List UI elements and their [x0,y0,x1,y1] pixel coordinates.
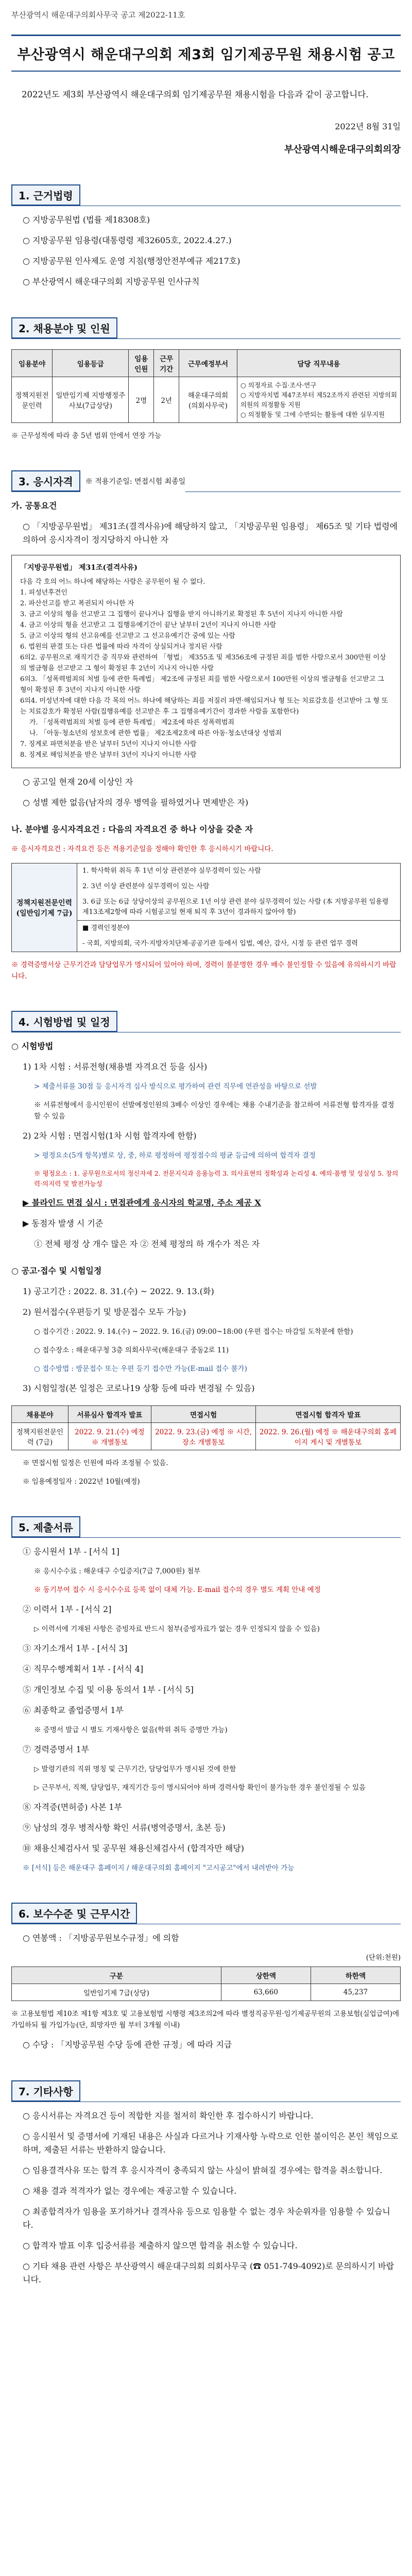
table-cell: 정책지원전문인력 (7급) [12,1423,68,1450]
receipt-line: 2) 원서접수(우편등기 및 방문접수 모두 가능) [23,1307,186,1317]
method-line: > 제출서류를 30점 등 응시자격 심사 방식으로 평가하여 관련 직무에 연관성을 바탕으로 선발 [34,1082,317,1091]
section-4-title: 4. 시험방법 및 일정 [11,1011,117,1032]
disqualification-line: 2. 파산선고를 받고 복권되지 아니한 자 [20,600,134,607]
misc-item: ○ 응시서류는 자격요건 등이 적합한 지를 철저히 확인한 후 접수하시기 바랍니다. [23,2111,314,2121]
table-cell: 2022. 9. 21.(수) 예정 ※ 개별통보 [68,1423,151,1450]
table-header: 근무기간 [154,350,179,377]
table-header: 면접시험 합격자 발표 [256,1406,401,1423]
tie-rule-body: ① 전체 평정 상 개수 많은 자 ② 전체 평정의 하 개수가 적은 자 [34,1239,260,1249]
schedule-note: ※ 임용예정일자 : 2022년 10월(예정) [23,1478,140,1486]
disqualification-line: 나. 「아동·청소년의 성보호에 관한 법률」 제2조제2호에 따른 아동·청소년대상 성범죄 [29,730,282,737]
section-6-title: 6. 보수수준 및 근무시간 [11,1903,137,1924]
issuer: 부산광역시해운대구의회의장 [284,144,401,155]
age-requirement: ○ 공고일 현재 20세 이상인 자 [23,777,133,787]
qualification-footnote: ※ 경력증명서상 근무기간과 담당업무가 명시되어 있어야 하며, 경력이 불분명한 경우 배수 불인정할 수 있음에 유의하시기 바랍니다. [11,961,397,980]
qualification-line: 3. 6급 또는 6급 상당이상의 공무원으로 1년 이상 관련 분야 실무경력이 있는 사람 (本 지방공무원 임용령 제13조제2항에 따라 시험공고일 현재 퇴직 후 3년이 경과하지 않아야 함) [82,898,389,916]
recruit-table-wrap [11,349,401,423]
law-item: ○ 지방공무원 임용령(대통령령 제32605호, 2022.4.27.) [23,235,232,245]
common-req-title: 가. 공통요건 [11,501,57,511]
common-req-body: ○ 「지방공무원법」 제31조(결격사유)에 해당하지 않고, 「지방공무원 임용령」 제65조 및 기타 법령에 의하여 응시자격이 정지당하지 아니한 자 [23,521,398,545]
salary-note: ○ 수당 : 「지방공무원 수당 등에 관한 규정」에 따라 지급 [23,2040,232,2049]
table-header: 채용분야 [12,1406,68,1423]
disqualification-line: 5. 금고 이상의 형의 선고유예를 선고받고 그 선고유예기간 중에 있는 사람 [20,632,235,640]
table-cell: 일반임기제 지방행정주사보(7급상당) [53,377,129,423]
disqualification-line: 6의2. 공무원으로 재직기간 중 직무와 관련하여 「형법」 제355조 및 제356조에 규정된 죄를 범한 사람으로서 300만원 이상의 벌금형을 선고받고 그 형이 확정된 후 2년이 지나지 아니한 사람 [20,654,386,672]
schedule-table-wrap [11,1405,401,1450]
doc-item: ① 응시원서 1부 - [서식 1] [23,1547,119,1556]
table-header: 구분 [12,1967,221,1984]
method-line: ※ 평정요소 : 1. 공무원으로서의 정신자세 2. 전문지식과 응용능력 3. 의사표현의 정확성과 논리성 4. 예의·품행 및 성실성 5. 창의력·의지력 및 발전가능성 [34,1170,399,1188]
table-cell: 63,660 [221,1984,311,2001]
qualification-line: 1. 학사학위 취득 후 1년 이상 관련분야 실무경력이 있는 사람 [82,867,261,875]
table-header: 근무예정부서 [179,350,237,377]
doc-item: ③ 자기소개서 1부 - [서식 3] [23,1643,128,1653]
recruit-footnote: ※ 근무성적에 따라 총 5년 범위 안에서 연장 가능 [11,432,162,440]
receipt-line: 1) 공고기간 : 2022. 8. 31.(수) ~ 2022. 9. 13.(화) [23,1286,214,1296]
disqualification-box [11,555,401,768]
receipt-title: ○ 공고·접수 및 시험일정 [11,1266,102,1276]
section-1-heading [11,184,401,206]
doc-item: ▷ 근무부서, 직책, 담당업무, 재직기간 등이 명시되어야 하며 경력사항 확인이 불가능한 경우 불인정될 수 있음 [34,1784,366,1792]
doc-item: ⑩ 채용신체검사서 및 공무원 채용신체검사서 (합격자만 해당) [23,1843,244,1853]
section-2-heading [11,317,401,339]
disqualification-line: 가. 「성폭력범죄의 처벌 등에 관한 특례법」 제2조에 따른 성폭력범죄 [29,719,234,726]
doc-item: ※ [서식] 등은 해운대구 홈페이지 / 해운대구의회 홈페이지 "고시공고"에서 내려받아 가능 [23,1864,295,1872]
method-title: ○ 시험방법 [11,1041,54,1051]
table-header: 하한액 [311,1967,400,1984]
doc-item: ② 이력서 1부 - [서식 2] [23,1604,112,1614]
qualification-box [11,863,401,952]
table-header: 임용분야 [12,350,53,377]
method-line: 1) 1차 시험 : 서류전형(채용별 자격요건 등을 심사) [23,1062,208,1072]
disqualification-line: 4. 금고 이상의 형을 선고받고 그 집행유예기간이 끝난 날부터 2년이 지나지 아니한 사람 [20,621,277,629]
method-line: > 평정요소(5개 항목)별로 상, 중, 하로 평정하여 평정점수의 평균 등급에 의하여 합격자 결정 [34,1151,316,1160]
section-2-title: 2. 채용분야 및 인원 [11,317,117,339]
doc-item: ▷ 발령기관의 직위 명칭 및 근무기간, 담당업무가 명시된 것에 한함 [34,1765,236,1773]
disqualification-line: 6의3. 「성폭력범죄의 처벌 등에 관한 특례법」 제2조에 규정된 죄를 범한 사람으로서 100만원 이상의 벌금형을 선고받고 그 형이 확정된 후 3년이 지나지 아니한 사람 [20,675,384,694]
doc-item: ※ 동기부여 접수 시 응시수수료 등록 없이 대체 가능. E-mail 접수의 경우 별도 계획 안내 예정 [34,1586,321,1594]
table-cell: 2명 [129,377,154,423]
gender-requirement: ○ 성별 제한 없음(남자의 경우 병역을 필하였거나 면제받은 자) [23,798,249,807]
intro-text: 2022년도 제3회 부산광역시 해운대구의회 임기제공무원 채용시험을 다음과 같이 공고합니다. [22,90,369,99]
disqualification-line: 6의4. 미성년자에 대한 다음 각 목의 어느 하나에 해당하는 죄를 저질러 파면·해임되거나 형 또는 치료감호를 선고받아 그 형 또는 치료감호가 확정된 사람(집행유예를 선고받은 후 그 집행유예기간이 경과한 사람을 포함한다) [20,697,388,716]
table-cell: 2022. 9. 26.(월) 예정 ※ 해운대구의회 홈페이지 게시 및 개별통보 [256,1423,401,1450]
section-7-title: 7. 기타사항 [11,2080,80,2102]
salary-note: ※ 고용보험법 제10조 제1항 제3호 및 고용보험법 시행령 제3조의2에 따라 별정직공무원·임기제공무원의 고용보험(실업급여)에 가입하되 월 가입가능(단, 희망자만 월 부터 3개월 이내) [11,2010,400,2029]
table-cell: 일반임기제 7급(상당) [12,1984,221,2001]
law-item: ○ 지방공무원 인사제도 운영 지침(행정안전부예규 제217호) [23,256,241,266]
salary-table-wrap [11,1967,401,2001]
law-item: ○ 지방공무원법 (법률 제18308호) [23,215,150,225]
table-cell: 2022. 9. 23.(금) 예정 ※ 시간, 장소 개별통보 [151,1423,256,1450]
disqualification-title: 「지방공무원법」 제31조(결격사유) [20,564,138,572]
disqualification-line: 1. 피성년후견인 [20,589,67,597]
table-header: 서류심사 합격자 발표 [68,1406,151,1423]
disqualification-line: 다음 각 호의 어느 하나에 해당하는 사람은 공무원이 될 수 없다. [20,578,205,586]
misc-item: ○ 최종합격자가 임용을 포기하거나 결격사유 등으로 임용할 수 없는 경우 차순위자를 임용할 수 있습니다. [23,2207,390,2230]
receipt-line: 3) 시험일정(본 일정은 코로나19 상황 등에 따라 변경될 수 있음) [23,1383,255,1393]
table-cell: 정책지원전문인력 [12,377,53,423]
blind-interview-notice: ▶ 블라인드 면접 실시 : 면접관에게 응시자의 학교명, 주소 제공 X [23,1198,261,1208]
doc-item: ※ 응시수수료 : 해운대구 수입증지(7급 7,000원) 첨부 [34,1567,201,1575]
misc-item: ○ 기타 채용 관련 사항은 부산광역시 해운대구의회 의회사무국 (☎ 051-749-4092)로 문의하시기 바랍니다. [23,2261,394,2284]
law-item: ○ 부산광역시 해운대구의회 지방공무원 인사규칙 [23,277,200,286]
table-header: 임용등급 [53,350,129,377]
recruit-table [11,349,401,423]
page-title: 부산광역시 해운대구의회 제3회 임기제공무원 채용시험 공고 [11,35,401,72]
section-3-note: ※ 적용기준일: 면접시험 최종일 [85,478,186,486]
schedule-table [11,1405,401,1450]
doc-item: ※ 증명서 발급 시 별도 기재사항은 없음(학위 취득 증명만 가능) [34,1726,228,1734]
table-cell: ○ 의정자료 수집·조사·연구 ○ 지방자치법 제47조부터 제52조까지 관련된 지방의회 의원의 의정활동 지원 ○ 의정활동 및 그에 수반되는 활동에 대한 실무지원 [237,377,400,423]
doc-item: ⑥ 최종학교 졸업증명서 1부 [23,1705,124,1715]
schedule-note: ※ 면접시험 일정은 인원에 따라 조정될 수 있음. [23,1459,168,1467]
experience-title: ■ 경력인정분야 [77,920,400,936]
table-row [12,377,401,423]
qualification-label: 정책지원전문인력 (일반임기제 7급) [12,863,77,952]
table-header: 면접시험 [151,1406,256,1423]
misc-item: ○ 응시원서 및 증명서에 기재된 내용은 사실과 다르거나 기재사항 누락으로 인한 불이익은 본인 책임으로 하며, 제출된 서류는 반환하지 않습니다. [23,2131,399,2155]
table-header: 상한액 [221,1967,311,1984]
salary-table [11,1967,401,2001]
table-cell: 2년 [154,377,179,423]
notice-date: 2022년 8월 31일 [335,122,401,131]
salary-sub: ○ 연봉액 : 「지방공무원보수규정」에 의함 [23,1933,179,1943]
section-3-heading [11,470,401,492]
table-header: 담당 직무내용 [237,350,400,377]
method-line: ※ 서류전형에서 응시인원이 선발예정인원의 3배수 이상인 경우에는 채용 수내기준을 참고하여 서류전형 합격자를 결정할 수 있음 [34,1101,394,1121]
experience-line: - 국회, 지방의회, 국가·지방자치단체·공공기관 등에서 입법, 예산, 감사, 시정 등 관련 업무 경력 [82,940,358,947]
method-line: 2) 2차 시험 : 면접시험(1차 시험 합격자에 한함) [23,1131,197,1141]
table-header: 임용인원 [129,350,154,377]
table-row [12,1423,401,1450]
salary-unit: (단위:천원) [366,1954,401,1962]
section-7-heading [11,2080,401,2102]
qualification-line: 2. 3년 이상 관련분야 실무경력이 있는 사람 [82,883,210,890]
misc-item: ○ 채용 결과 적격자가 없는 경우에는 재공고할 수 있습니다. [23,2186,237,2196]
table-cell: 해운대구의회 (의회사무국) [179,377,237,423]
section-5-title: 5. 제출서류 [11,1516,80,1538]
receipt-line: ○ 접수장소 : 해운대구청 3층 의회사무국(해운대구 중동2로 11) [34,1346,229,1354]
disqualification-line: 8. 징계로 해임처분을 받은 날부터 3년이 지나지 아니한 사람 [20,751,197,759]
section-3-title: 3. 응시자격 [11,470,80,492]
field-req-title: 나. 분야별 응시자격요건 : 다음의 자격요건 중 하나 이상을 갖춘 자 [11,824,253,834]
table-cell: 45,237 [311,1984,400,2001]
misc-item: ○ 합격자 발표 이후 입증서류를 제출하지 않으면 합격을 취소할 수 있습니다. [23,2241,298,2250]
field-req-note: ※ 응시자격요건 : 자격요건 등은 적용기준일을 정해야 확인한 후 응시하시기 바랍니다. [11,845,273,853]
doc-header: 부산광역시 해운대구의회사무국 공고 제2022-11호 [11,10,185,20]
table-row [12,1984,401,2001]
disqualification-line: 7. 징계로 파면처분을 받은 날부터 5년이 지나지 아니한 사람 [20,740,197,748]
doc-item: ⑦ 경력증명서 1부 [23,1744,90,1754]
section-1-title: 1. 근거법령 [11,184,80,206]
section-5-heading [11,1516,401,1538]
doc-item: ▷ 이력서에 기재된 사항은 증빙자료 반드시 첨부(증빙자료가 없는 경우 인정되지 않을 수 있음) [34,1625,320,1633]
doc-item: ⑤ 개인정보 수집 및 이용 동의서 1부 - [서식 5] [23,1685,194,1694]
tie-rule-title: ▶ 동점자 발생 시 기준 [23,1218,104,1228]
doc-item: ④ 직무수행계획서 1부 - [서식 4] [23,1664,144,1674]
section-4-heading [11,1011,401,1032]
receipt-line: ○ 접수기간 : 2022. 9. 14.(수) ~ 2022. 9. 16.(금) 09:00~18:00 (우편 접수는 마감일 도착분에 한함) [34,1328,353,1336]
doc-item: ⑨ 남성의 경우 병적사항 확인 서류(병역증명서, 초본 등) [23,1823,226,1833]
disqualification-line: 6. 법원의 판결 또는 다른 법률에 따라 자격이 상실되거나 정지된 사람 [20,643,222,651]
receipt-line: ○ 접수방법 : 방문접수 또는 우편 등기 접수만 가능(E-mail 접수 불가) [34,1365,247,1373]
section-6-heading [11,1903,401,1924]
misc-item: ○ 임용결격사유 또는 합격 후 응시자격이 충족되지 않는 사실이 밝혀질 경우에는 합격을 취소합니다. [23,2165,383,2175]
doc-item: ⑧ 자격증(면허증) 사본 1부 [23,1802,123,1812]
disqualification-line: 3. 금고 이상의 형을 선고받고 그 집행이 끝나거나 집행을 받지 아니하기로 확정된 후 5년이 지나지 아니한 사람 [20,611,343,618]
